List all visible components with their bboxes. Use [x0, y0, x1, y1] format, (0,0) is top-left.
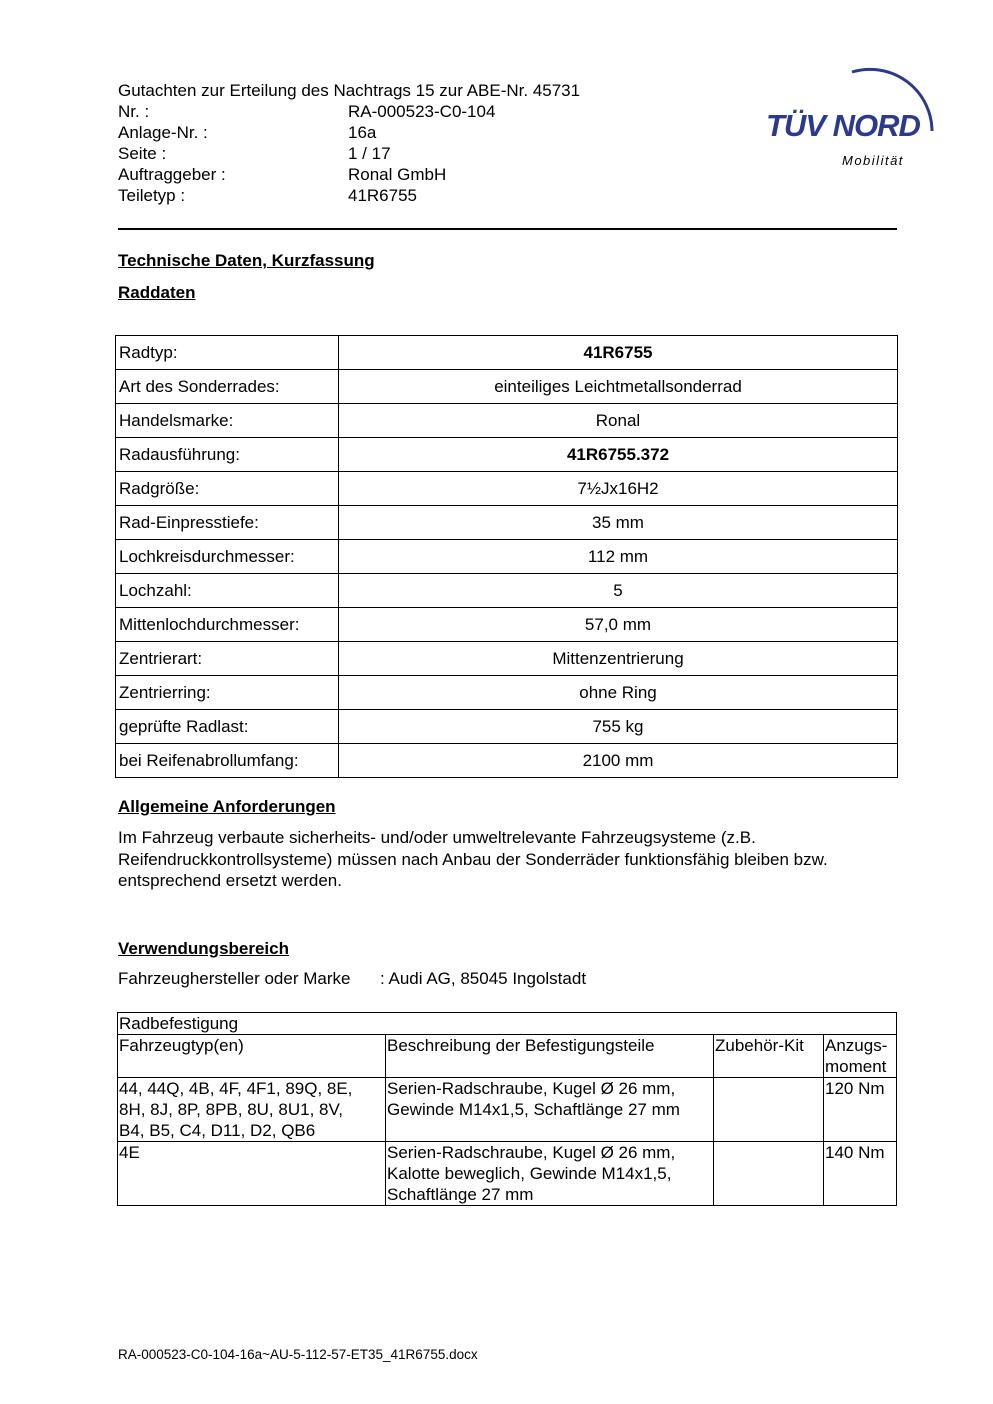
- document-header: [118, 80, 738, 206]
- raddaten-value: 112 mm: [339, 540, 898, 574]
- header-value: 16a: [348, 123, 377, 142]
- cell-line: Serien-Radschraube, Kugel Ø 26 mm,: [387, 1079, 676, 1098]
- cell-line: 8H, 8J, 8P, 8PB, 8U, 8U1, 8V,: [119, 1100, 343, 1119]
- text-line: Reifendruckkontrollsysteme) müssen nach Anbau der Sonderräder funktionsfähig bleiben bzw.: [118, 849, 828, 869]
- header-label: Auftraggeber :: [118, 165, 226, 184]
- befestigung-caption: Radbefestigung: [118, 1013, 897, 1035]
- raddaten-row: [116, 404, 898, 438]
- header-value: RA-000523-C0-104: [348, 102, 496, 121]
- raddaten-row: [116, 336, 898, 370]
- raddaten-label: Radausführung:: [116, 438, 339, 472]
- raddaten-value: 35 mm: [339, 506, 898, 540]
- befestigung-header-row: [118, 1035, 897, 1078]
- raddaten-value: 7½Jx16H2: [339, 472, 898, 506]
- header-label: Seite :: [118, 144, 167, 163]
- raddaten-label: Mittenlochdurchmesser:: [116, 608, 339, 642]
- raddaten-row: [116, 676, 898, 710]
- hersteller-label: Fahrzeughersteller oder Marke: [118, 969, 351, 988]
- column-header: [824, 1035, 897, 1078]
- cell-line: Schaftlänge 27 mm: [387, 1185, 534, 1204]
- raddaten-row: [116, 540, 898, 574]
- section-allgemeine-anforderungen: Allgemeine Anforderungen: [118, 797, 336, 816]
- beschreibung-cell: [386, 1142, 714, 1206]
- header-row-anlage: [118, 122, 738, 143]
- header-row-teiletyp: [118, 185, 738, 206]
- raddaten-value: 57,0 mm: [339, 608, 898, 642]
- raddaten-label: Art des Sonderrades:: [116, 370, 339, 404]
- zubehoer-kit-cell: [714, 1078, 824, 1142]
- raddaten-value: Mittenzentrierung: [339, 642, 898, 676]
- befestigung-row: [118, 1142, 897, 1206]
- raddaten-value: 755 kg: [339, 710, 898, 744]
- section-raddaten: Raddaten: [118, 283, 196, 302]
- column-header: Beschreibung der Befestigungsteile: [386, 1035, 714, 1078]
- raddaten-label: Lochzahl:: [116, 574, 339, 608]
- befestigung-caption-row: [118, 1013, 897, 1035]
- raddaten-label: Rad-Einpresstiefe:: [116, 506, 339, 540]
- cell-line: 4E: [119, 1143, 140, 1162]
- text-line: entsprechend ersetzt werden.: [118, 871, 342, 890]
- befestigung-table: [117, 1012, 897, 1206]
- logo-sub: Mobilität: [842, 153, 904, 168]
- raddaten-row: [116, 506, 898, 540]
- raddaten-label: Zentrierart:: [116, 642, 339, 676]
- header-value: 1 / 17: [348, 144, 391, 163]
- hersteller-value: : Audi AG, 85045 Ingolstadt: [380, 969, 587, 988]
- raddaten-label: Radtyp:: [116, 336, 339, 370]
- text-line: Im Fahrzeug verbaute sicherheits- und/oder umweltrelevante Fahrzeugsysteme (z.B.: [118, 828, 756, 847]
- raddaten-row: [116, 574, 898, 608]
- raddaten-table: [115, 335, 898, 778]
- header-line: moment: [825, 1057, 887, 1076]
- befestigung-row: [118, 1078, 897, 1142]
- raddaten-value: Ronal: [339, 404, 898, 438]
- raddaten-row: [116, 642, 898, 676]
- header-row-nr: [118, 101, 738, 122]
- header-row-auftraggeber: [118, 164, 738, 185]
- raddaten-value: 2100 mm: [339, 744, 898, 778]
- header-value: 41R6755: [348, 186, 418, 205]
- raddaten-value: 41R6755.372: [339, 438, 898, 472]
- raddaten-row: [116, 438, 898, 472]
- document-title: Gutachten zur Erteilung des Nachtrags 15 zur ABE-Nr. 45731: [118, 81, 581, 100]
- raddaten-row: [116, 744, 898, 778]
- cell-line: Kalotte beweglich, Gewinde M14x1,5,: [387, 1164, 672, 1183]
- header-value: Ronal GmbH: [348, 165, 447, 184]
- column-header: Fahrzeugtyp(en): [118, 1035, 386, 1078]
- fahrzeugtyp-cell: [118, 1078, 386, 1142]
- raddaten-label: Handelsmarke:: [116, 404, 339, 438]
- raddaten-label: Radgröße:: [116, 472, 339, 506]
- logo-brand: TÜV NORD: [766, 108, 920, 143]
- header-label: Anlage-Nr. :: [118, 123, 208, 142]
- header-label: Nr. :: [118, 102, 150, 121]
- beschreibung-cell: [386, 1078, 714, 1142]
- header-divider: [118, 228, 897, 230]
- section-technische-daten: Technische Daten, Kurzfassung: [118, 251, 375, 270]
- column-header: Zubehör-Kit: [714, 1035, 824, 1078]
- raddaten-row: [116, 472, 898, 506]
- raddaten-label: bei Reifenabrollumfang:: [116, 744, 339, 778]
- allgemeine-text: [118, 827, 908, 892]
- raddaten-row: [116, 608, 898, 642]
- cell-line: Gewinde M14x1,5, Schaftlänge 27 mm: [387, 1100, 680, 1119]
- header-label: Teiletyp :: [118, 186, 186, 205]
- anzugsmoment-cell: 120 Nm: [824, 1078, 897, 1142]
- raddaten-value: 5: [339, 574, 898, 608]
- cell-line: Serien-Radschraube, Kugel Ø 26 mm,: [387, 1143, 676, 1162]
- anzugsmoment-cell: 140 Nm: [824, 1142, 897, 1206]
- raddaten-label: Lochkreisdurchmesser:: [116, 540, 339, 574]
- raddaten-value: einteiliges Leichtmetallsonderrad: [339, 370, 898, 404]
- raddaten-label: Zentrierring:: [116, 676, 339, 710]
- raddaten-row: [116, 370, 898, 404]
- hersteller-line: [118, 969, 586, 989]
- header-line: Anzugs-: [825, 1036, 888, 1055]
- zubehoer-kit-cell: [714, 1142, 824, 1206]
- cell-line: 44, 44Q, 4B, 4F, 4F1, 89Q, 8E,: [119, 1079, 353, 1098]
- cell-line: B4, B5, C4, D11, D2, QB6: [119, 1121, 316, 1140]
- raddaten-value: ohne Ring: [339, 676, 898, 710]
- raddaten-label: geprüfte Radlast:: [116, 710, 339, 744]
- raddaten-value: 41R6755: [339, 336, 898, 370]
- tuv-nord-logo: [762, 56, 947, 176]
- fahrzeugtyp-cell: [118, 1142, 386, 1206]
- raddaten-row: [116, 710, 898, 744]
- section-verwendungsbereich: Verwendungsbereich: [118, 939, 289, 958]
- header-row-seite: [118, 143, 738, 164]
- footer-filename: RA-000523-C0-104-16a~AU-5-112-57-ET35_41R6755.docx: [118, 1347, 478, 1362]
